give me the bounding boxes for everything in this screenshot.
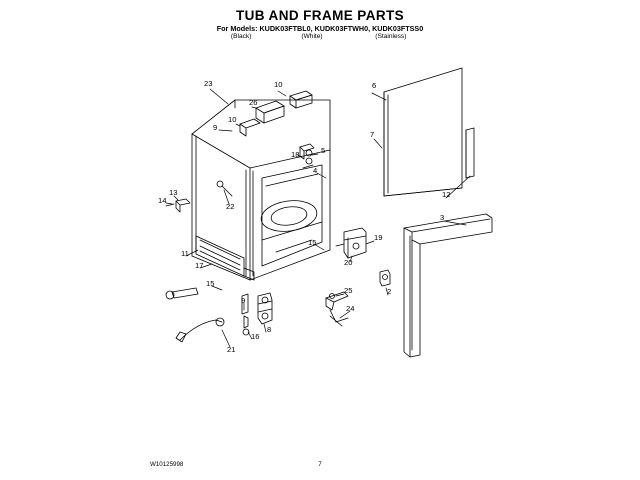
callout-25: 25 xyxy=(344,286,353,295)
callout-11: 11 xyxy=(181,249,189,258)
tub-interior xyxy=(259,165,322,266)
callout-19: 19 xyxy=(374,233,383,242)
callout-21: 21 xyxy=(227,345,236,354)
footer-page-number: 7 xyxy=(318,461,322,468)
models-line: For Models: KUDK03FTBL0, KUDK03FTWH0, KUDK03FTSS0 xyxy=(216,24,424,33)
callout-14: 14 xyxy=(158,196,167,205)
callout-9-lower: 9 xyxy=(241,296,246,305)
finish-white: (White) xyxy=(301,33,323,40)
callout-7: 7 xyxy=(370,130,375,139)
finish-stainless: (Stainless) xyxy=(375,33,407,40)
callout-22: 22 xyxy=(226,202,235,211)
finish-black: (Black) xyxy=(230,33,252,40)
callout-15-lower: 15 xyxy=(206,279,215,288)
frame-base-rail xyxy=(404,214,492,357)
callout-3: 3 xyxy=(440,213,445,222)
callout-8: 8 xyxy=(267,325,272,334)
callout-13: 13 xyxy=(169,188,178,197)
page-title: TUB AND FRAME PARTS xyxy=(235,8,405,23)
callout-18: 18 xyxy=(291,150,300,159)
callout-2: 2 xyxy=(387,287,392,296)
leader-lines xyxy=(166,89,470,347)
callout-15-mid: 15 xyxy=(308,238,317,247)
callout-16: 16 xyxy=(251,332,260,341)
callout-26: 26 xyxy=(249,98,258,107)
callout-4: 4 xyxy=(313,166,318,175)
callout-17: 17 xyxy=(195,261,204,270)
callout-10-top: 10 xyxy=(274,80,283,89)
footer-document-code: W10125998 xyxy=(150,461,184,468)
callout-6: 6 xyxy=(372,81,377,90)
callout-9-upper: 9 xyxy=(213,123,218,132)
callout-23: 23 xyxy=(204,79,213,88)
callout-24: 24 xyxy=(346,304,355,313)
side-trim-strip xyxy=(466,128,474,178)
callout-10-left: 10 xyxy=(228,115,237,124)
callout-5: 5 xyxy=(321,146,326,155)
lower-left-panel xyxy=(196,236,254,280)
callout-20: 20 xyxy=(344,258,353,267)
outer-door-panel xyxy=(384,68,462,196)
callout-12: 12 xyxy=(442,190,451,199)
right-lower-brackets xyxy=(326,228,390,326)
